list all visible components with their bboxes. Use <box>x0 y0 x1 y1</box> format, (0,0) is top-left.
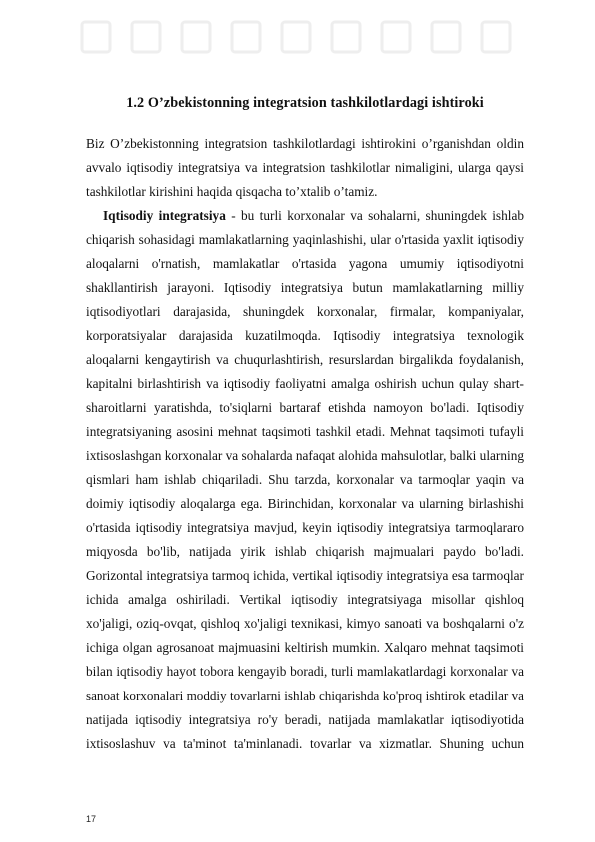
text-line: qismlari ham ishlab chiqariladi. Shu tarzda, korxonalar va tarmoqlar yaqin va <box>86 472 524 487</box>
text-line: ixtisoslashgan korxonalar va sohalarda nafaqat alohida mahsulotlar, balki ularning <box>86 448 524 463</box>
text-line: sanoat korxonalari moddiy tovarlarni ishlab chiqarishda ko'proq ishtirok etadilar va <box>86 688 524 703</box>
text-line: natijada iqtisodiy integratsiya ro'y beradi, natijada mamlakatlar iqtisodiyotida <box>86 712 524 727</box>
section-heading: 1.2 O’zbekistonning integratsion tashkilotlardagi ishtiroki <box>126 95 484 111</box>
text-line: ichida amalga oshiriladi. Vertikal iqtisodiy integratsiyaga misollar qishloq <box>86 592 524 607</box>
text-line: miqyosda bo'lib, natijada yirik ishlab chiqarish majmualari paydo bo'ladi. <box>86 544 524 559</box>
text-span: - bu turli korxonalar va sohalarni, shuningdek ishlab <box>225 208 524 223</box>
text-line: o'rtasida iqtisodiy integratsiya mavjud, keyin iqtisodiy integratsiya tarmoqlararo <box>86 520 524 535</box>
bold-term: Iqtisodiy integratsiya <box>103 208 226 223</box>
text-line: avvalo iqtisodiy integratsiya va integratsion tashkilotlar nimaligini, ularga qaysi <box>86 160 524 175</box>
text-line: doimiy iqtisodiy aloqalarga ega. Birinchidan, korxonalar va ularning birlashishi <box>86 496 524 511</box>
text-line: chiqarish sohasidagi mamlakatlarning yaqinlashishi, ular o'rtasida yaxlit iqtisodiy <box>86 232 524 247</box>
text-line: tashkilotlar kirishini haqida qisqacha to’xtalib o’tamiz. <box>86 184 378 199</box>
text-line: shakllantirish jarayoni. Iqtisodiy integratsiya butun mamlakatlarning milliy <box>86 280 524 295</box>
text-line: aloqalarni kengaytirish va chuqurlashtirish, resurslardan birgalikda foydalanish, <box>86 352 524 367</box>
text-line: korporatsiyalar darajasida kuzatilmoqda. Iqtisodiy integratsiya texnologik <box>86 328 524 343</box>
text-line: Biz O’zbekistonning integratsion tashkilotlardagi ishtirokini o’rganishdan oldin <box>86 136 524 151</box>
text-line: sharoitlarni yaratishda, to'siqlarni bartaraf etishda namoyon bo'ladi. Iqtisodiy <box>86 400 524 415</box>
text-line: ichiga olgan agrosanoat majmuasini keltirish mumkin. Xalqaro mehnat taqsimoti <box>86 640 524 655</box>
text-line: xo'jaligi, oziq-ovqat, qishloq xo'jaligi texnikasi, kimyo sanoati va boshqalarni o'z <box>86 616 524 631</box>
text-line: bilan iqtisodiy hayot tobora kengayib boradi, turli mamlakatlardagi korxonalar va <box>86 664 524 679</box>
text-line: aloqalarni o'rnatish, mamlakatlar o'rtasida yagona umumiy iqtisodiyotni <box>86 256 524 271</box>
text-line: ixtisoslashuv va ta'minot ta'minlanadi. tovarlar va xizmatlar. Shuning uchun <box>86 736 524 751</box>
page-number: 17 <box>86 814 97 824</box>
text-line: Gorizontal integratsiya tarmoq ichida, vertikal iqtisodiy integratsiya esa tarmoqlar <box>86 568 524 583</box>
text-line: kapitalni birlashtirish va iqtisodiy faoliyatni amalga oshirish uchun qulay shart- <box>86 376 524 391</box>
text-line <box>103 204 524 228</box>
text-line: iqtisodiyotlari darajasida, shuningdek korxonalar, firmalar, kompaniyalar, <box>86 304 524 319</box>
text-line: integratsiyaning asosini mehnat taqsimoti tashkil etadi. Mehnat taqsimoti tufayli <box>86 424 524 439</box>
